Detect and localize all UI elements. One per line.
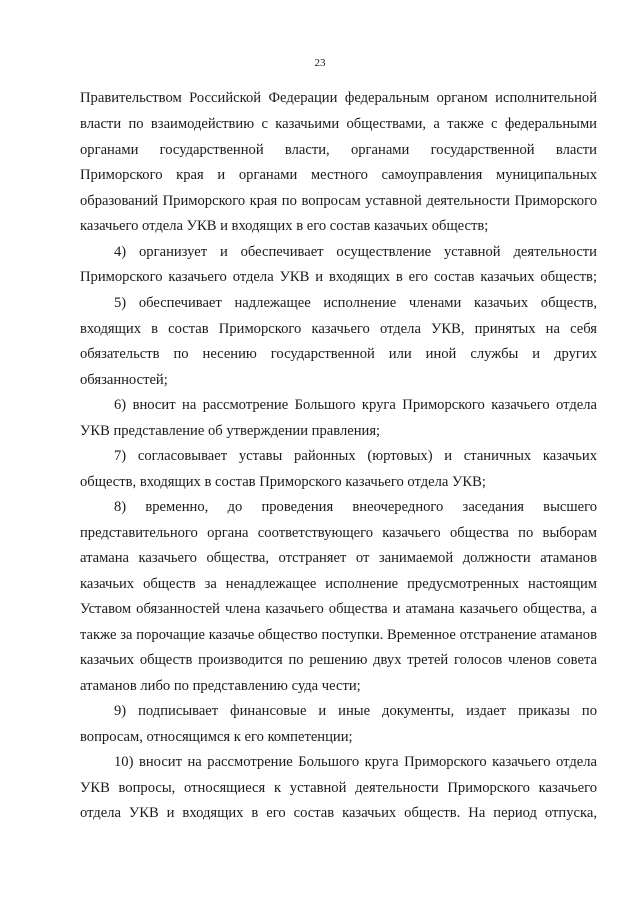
text-line: обществ, входящих в состав Приморского казачьего отдела УКВ;	[80, 474, 486, 490]
text-line: обязанностей;	[80, 372, 168, 388]
text-line: представительного органа соответствующего казачьего общества по выборам	[80, 525, 597, 541]
text-line: 6) вносит на рассмотрение Большого круга Приморского казачьего отдела	[114, 397, 597, 413]
text-line: Уставом обязанностей члена казачьего общества и атамана казачьего общества, а	[80, 601, 597, 617]
text-line: 10) вносит на рассмотрение Большого круга Приморского казачьего отдела	[114, 754, 597, 770]
text-line: входящих в состав Приморского казачьего отдела УКВ, принятых на себя	[80, 321, 597, 337]
text-line: Правительством Российской Федерации федеральным органом исполнительной	[80, 90, 597, 106]
page-number: 23	[314, 57, 326, 69]
text-line: власти по взаимодействию с казачьими обществами, а также с федеральными	[80, 116, 597, 132]
text-line: образований Приморского края по вопросам уставной деятельности Приморского	[80, 193, 597, 209]
text-line: 9) подписывает финансовые и иные документы, издает приказы по	[114, 703, 597, 719]
text-line: Приморского казачьего отдела УКВ и входящих в его состав казачьих обществ;	[80, 269, 597, 285]
text-line: казачьего отдела УКВ и входящих в его состав казачьих обществ;	[80, 218, 489, 234]
text-line: атамана казачьего общества, отстраняет от занимаемой должности атаманов	[80, 550, 597, 566]
text-line: отдела УКВ и входящих в его состав казачьих обществ. На период отпуска,	[80, 805, 597, 821]
text-line: Приморского края и органами местного самоуправления муниципальных	[80, 167, 597, 183]
text-line: атаманов либо по представлению суда чести;	[80, 678, 361, 694]
text-line: УКВ вопросы, относящиеся к уставной деятельности Приморского казачьего	[80, 780, 597, 796]
text-line: органами государственной власти, органами государственной власти	[80, 142, 597, 158]
text-line: 7) согласовывает уставы районных (юртовых) и станичных казачьих	[114, 448, 597, 464]
text-line: также за порочащие казачье общество поступки. Временное отстранение атаманов	[80, 627, 597, 643]
text-line: казачьих обществ за ненадлежащее исполнение предусмотренных настоящим	[80, 576, 597, 592]
text-line: обязательств по несению государственной или иной службы и других	[80, 346, 597, 362]
text-line: 8) временно, до проведения внеочередного заседания высшего	[114, 499, 597, 515]
text-line: 5) обеспечивает надлежащее исполнение членами казачьих обществ,	[114, 295, 597, 311]
text-line: вопросам, относящимся к его компетенции;	[80, 729, 353, 745]
text-line: 4) организует и обеспечивает осуществление уставной деятельности	[114, 244, 597, 260]
text-line: казачьих обществ производится по решению двух третей голосов членов совета	[80, 652, 597, 668]
text-line: УКВ представление об утверждении правления;	[80, 423, 381, 439]
